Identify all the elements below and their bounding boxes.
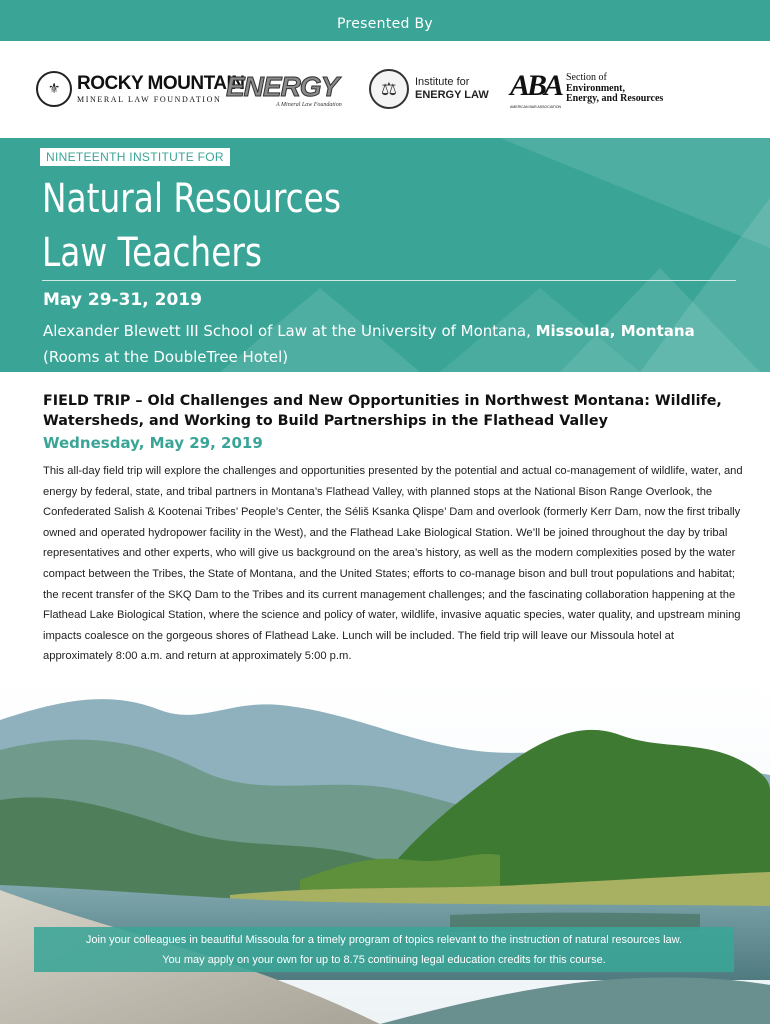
callout-line1: Join your colleagues in beautiful Missoula for a timely program of topics relevant to the instruction of natural resources law.	[85, 934, 683, 946]
event-title-line2: Law Teachers	[42, 230, 262, 276]
aba-line3: Energy, and Resources	[566, 93, 664, 105]
energy-subtitle: A Mineral Law Foundation	[276, 102, 342, 108]
iel-line2: ENERGY LAW	[415, 89, 489, 101]
field-trip-date: Wednesday, May 29, 2019	[43, 434, 263, 452]
institute-badge: NINETEENTH INSTITUTE FOR	[40, 148, 230, 166]
sponsor-logos	[0, 41, 770, 138]
aba-line2: Environment,	[566, 82, 625, 94]
promo-callout	[34, 927, 734, 972]
seal-icon: ⚜	[36, 71, 72, 107]
institute-energy-law-logo	[369, 69, 489, 109]
event-title	[42, 172, 341, 280]
venue-city: Missoula, Montana	[535, 322, 695, 340]
rmmlf-subtitle: MINERAL LAW FOUNDATION	[77, 95, 222, 104]
iel-line1: Institute for	[415, 76, 470, 89]
field-trip-title: FIELD TRIP – Old Challenges and New Opportunities in Northwest Montana: Wildlife, Watersheds, and Working to Build Partnerships in the Flathead Valley	[43, 393, 722, 429]
callout-line2: You may apply on your own for up to 8.75 continuing legal education credits for this course.	[162, 954, 606, 966]
divider	[42, 280, 736, 281]
montana-landscape-image	[0, 680, 770, 1024]
energy-logo	[226, 73, 342, 108]
aba-section-logo	[510, 71, 663, 107]
hero-banner	[0, 138, 770, 372]
event-hotel: (Rooms at the DoubleTree Hotel)	[43, 348, 289, 366]
aba-line1: Section of	[566, 72, 607, 84]
aba-letters: ABA	[510, 69, 562, 102]
event-date: May 29-31, 2019	[43, 290, 202, 310]
field-trip-description: This all-day field trip will explore the challenges and opportunities presented by the potential and actual co-management of wildlife, water, and energy by federal, state, and tribal partners in Montana’s Flathead Valley, with planned stops at the National Bison Range Overlook, the Confederated Salish & Kootenai Tribes’ People’s Center, the Séliš Ksanka Qlispe’ Dam and overlook (formerly Kerr Dam, now the first tribally owned and operated hydropower facility in the West), and the Flathead Lake Biological Station. We’ll be joined throughout the day by tribal representatives and other experts, who will give us background on the area’s history, as well as the modern complexities posed by the water compact between the Tribes, the State of Montana, and the United States; efforts to co-manage bison and bull trout populations and habitat; the recent transfer of the SKQ Dam to the Tribes and its current management challenges; and the fascinating collaboration happening at the Flathead Lake Biological Station, where the science and policy of water, wildlife, invasive aquatic species, water quality, and upstream mining impacts coalesce on the gorgeous shores of Flathead Lake. Lunch will be included. The field trip will leave our Missoula hotel at approximately 8:00 a.m. and return at approximately 5:00 p.m.	[43, 465, 743, 663]
venue-school: Alexander Blewett III School of Law at the University of Montana,	[43, 322, 536, 340]
scales-seal-icon: ⚖	[369, 69, 409, 109]
presented-by-bar	[0, 0, 770, 41]
aba-small-text: AMERICAN BAR ASSOCIATION	[510, 105, 562, 109]
presented-by-label: Presented By	[337, 16, 433, 32]
event-venue	[43, 322, 695, 340]
energy-wordmark: ENERGY	[226, 71, 339, 102]
rmmlf-name: ROCKY MOUNTAIN	[77, 73, 245, 94]
rocky-mountain-logo	[36, 71, 245, 107]
event-title-line1: Natural Resources	[42, 176, 341, 222]
